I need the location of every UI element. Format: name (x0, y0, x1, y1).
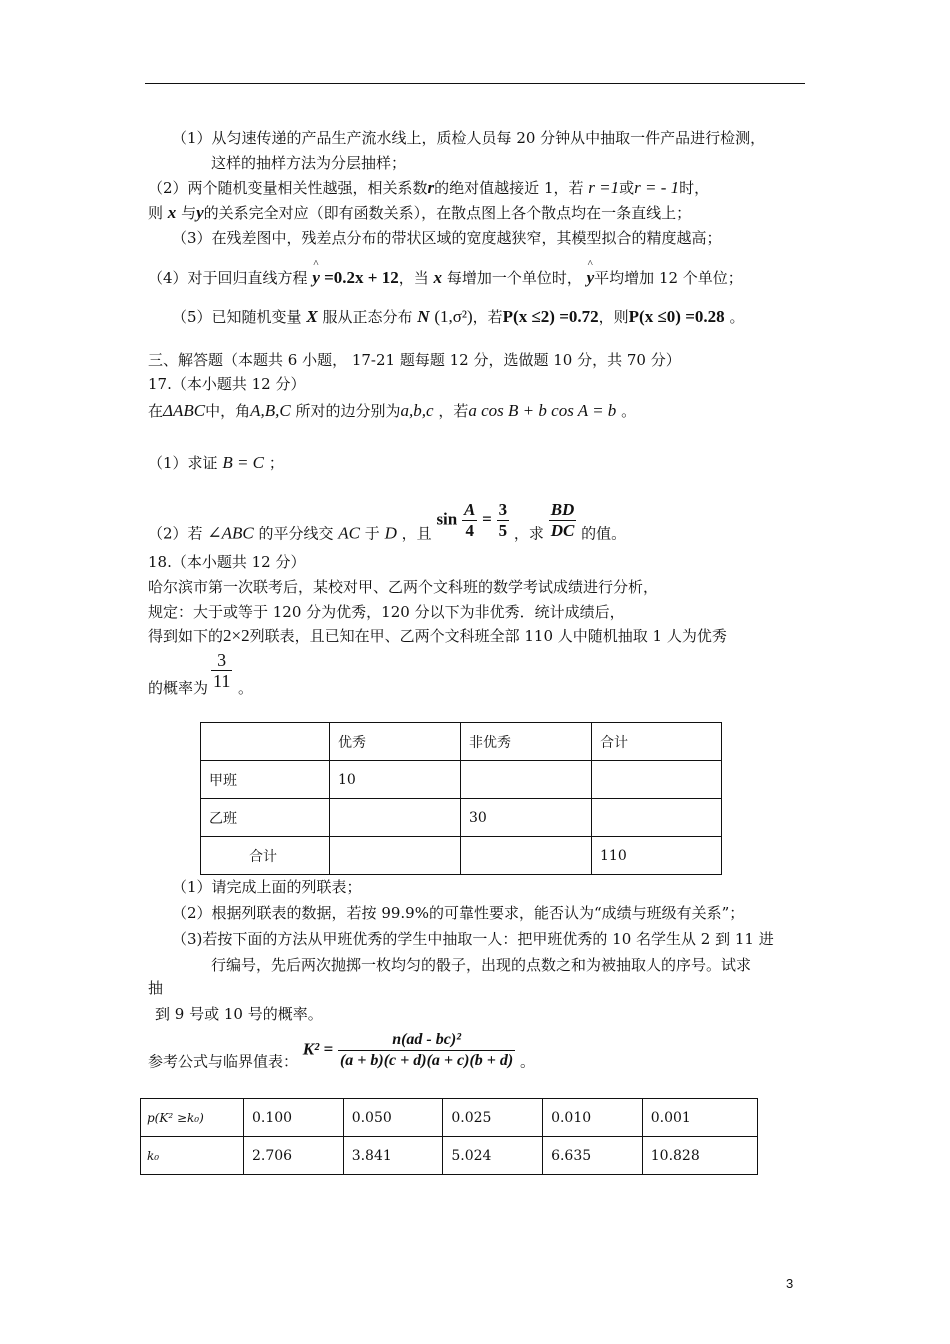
q18-part-3-line-4: 到 9 号或 10 号的概率。 (155, 1005, 323, 1023)
frac-numerator: 3 (211, 650, 232, 671)
table-cell: 3.841 (343, 1137, 443, 1175)
frac-denominator: DC (550, 521, 575, 540)
q17-part-2 (148, 500, 626, 544)
q17-p2-text-f: 的值。 (581, 524, 627, 543)
prob-condition: P(x ≤2) =0.72 (502, 307, 599, 326)
table-row (201, 799, 722, 837)
q17-part-1 (148, 453, 284, 473)
item-4-text-b: ，当 (398, 269, 429, 287)
q18-l4-end: 。 (238, 679, 254, 697)
item-5-end: 。 (729, 308, 745, 326)
table-cell (592, 761, 722, 799)
contingency-table (200, 722, 722, 875)
frac-numerator: 3 (498, 500, 508, 519)
q17-p1-text: （1）求证 (148, 454, 218, 472)
q17-p2-text-b: 的平分线交 (258, 524, 334, 543)
table-cell (201, 723, 330, 761)
table-cell: 0.050 (343, 1099, 443, 1137)
table-cell: 0.001 (642, 1099, 757, 1137)
table-cell: 优秀 (330, 723, 461, 761)
page-number: 3 (786, 1276, 794, 1291)
frac-denominator: 5 (498, 521, 508, 540)
table-cell: 0.010 (543, 1099, 643, 1137)
q18-l3-text-b: 列联表，且已知在甲、乙两个文科班全部 110 人中随机抽取 1 人为优秀 (249, 627, 727, 645)
reference-end: 。 (520, 1052, 536, 1071)
y-hat: ^ y (312, 268, 320, 288)
equals-sign: = (482, 509, 492, 529)
table-cell: k₀ (141, 1137, 244, 1175)
q18-part-3-line-1: （3)若按下面的方法从甲班优秀的学生中抽取一人：把甲班优秀的 10 名学生从 2 到 11 进 (172, 930, 774, 948)
table-cell: 乙班 (201, 799, 330, 837)
table-cell (330, 837, 461, 875)
fraction-a-over-4 (462, 500, 477, 541)
item-2-text-b: 的绝对值越接近 1，若 (434, 179, 584, 197)
section-heading: 三、解答题（本题共 6 小题， 17-21 题每题 12 分，选做题 10 分，共 70 分） (148, 351, 681, 369)
item-5-text-d: ，则 (598, 308, 629, 326)
angle-abc: ∠ABC (207, 523, 254, 543)
prob-result: P(x ≤0) =0.28 (628, 307, 725, 326)
segment-ac: AC (338, 523, 360, 543)
condition: a cos B + b cos A = b (468, 401, 617, 420)
q18-line-4 (148, 678, 253, 698)
fraction-bd-over-dc (549, 500, 577, 541)
table-cell: 甲班 (201, 761, 330, 799)
q17-text-a: 在 (148, 402, 164, 420)
item-5-text-c: ，若 (472, 308, 503, 326)
frac-numerator: n(ad - bc)² (338, 1030, 515, 1051)
table-size: 2×2 (223, 626, 250, 645)
item-1-line-2: 这样的抽样方法为分层抽样； (211, 154, 407, 172)
regression-equation: =0.2x + 12 (319, 268, 399, 287)
q17-text-d: ，若 (438, 402, 469, 420)
table-cell: 5.024 (443, 1137, 543, 1175)
y-symbol: y (196, 203, 204, 222)
item-2-line-1 (148, 178, 709, 198)
q17-p2-text-d: ，且 (401, 524, 432, 543)
item-2-text-c: 时， (679, 179, 710, 197)
item-4 (148, 268, 743, 288)
table-cell (330, 799, 461, 837)
table-row (141, 1137, 758, 1175)
item-2-text-a: （2）两个随机变量相关性越强，相关系数 (148, 179, 428, 197)
critical-value-table (140, 1098, 758, 1175)
item-5-text-a: （5）已知随机变量 (172, 308, 302, 326)
item-4-text-c: 每增加一个单位时， (446, 269, 582, 287)
sin-label: sin (436, 509, 458, 529)
point-d: D (384, 523, 397, 543)
r-symbol: r (427, 178, 435, 197)
b-equals-c: B = C (222, 453, 265, 472)
N-symbol: N (417, 307, 430, 326)
triangle: ΔABC (163, 401, 206, 420)
q17-statement (148, 401, 636, 421)
reference-label: 参考公式与临界值表： (148, 1052, 299, 1071)
q18-l4-text: 的概率为 (148, 679, 209, 697)
q18-l3-text-a: 得到如下的 (148, 627, 224, 645)
item-2-and: 与 (181, 204, 197, 222)
sides: a,b,c (400, 401, 434, 420)
angles: A,B,C (250, 401, 291, 420)
q17-p2-text-e: ，求 (513, 524, 544, 543)
item-5-text-b: 服从正态分布 (322, 308, 413, 326)
table-cell: 2.706 (244, 1137, 344, 1175)
table-cell (461, 761, 592, 799)
q17-text-e: 。 (621, 402, 637, 420)
item-4-text-a: （4）对于回归直线方程 (148, 269, 308, 287)
table-cell: 0.100 (244, 1099, 344, 1137)
q17-p1-end: ； (268, 454, 284, 472)
table-row (201, 723, 722, 761)
table-cell: 30 (461, 799, 592, 837)
header-rule (145, 83, 805, 84)
item-3: （3）在残差图中，残差点分布的带状区域的宽度越狭窄，其模型拟合的精度越高； (172, 229, 722, 247)
table-cell: 0.025 (443, 1099, 543, 1137)
normal-params: (1,σ²) (434, 307, 473, 326)
table-cell: 合计 (201, 837, 330, 875)
q18-part-3-line-3: 抽 (148, 979, 164, 997)
table-cell: 6.635 (543, 1137, 643, 1175)
table-cell: 110 (592, 837, 722, 875)
q17-text-c: 所对的边分别为 (295, 402, 401, 420)
table-row (201, 761, 722, 799)
item-2-or: 或 (619, 179, 635, 197)
item-2-line-2 (148, 203, 691, 223)
table-cell: 合计 (592, 723, 722, 761)
frac-numerator: A (464, 500, 476, 519)
item-4-text-d: 平均增加 12 个单位； (594, 269, 743, 287)
table-cell (461, 837, 592, 875)
q18-line-3 (148, 626, 727, 646)
r-equals-minus-1: r = - 1 (634, 178, 680, 197)
table-row (141, 1099, 758, 1137)
item-1-line-1: （1）从匀速传递的产品生产流水线上，质检人员每 20 分钟从中抽取一件产品进行检测， (172, 129, 766, 147)
item-2-then: 则 (148, 204, 164, 222)
fraction-3-over-5 (497, 500, 510, 541)
q18-line-2: 规定：大于或等于 120 分为优秀，120 分以下为非优秀．统计成绩后， (148, 603, 625, 621)
table-cell: 非优秀 (461, 723, 592, 761)
table-cell: p(K² ≥k₀) (141, 1099, 244, 1137)
k-squared-fraction (338, 1030, 515, 1071)
q18-part-3-line-2: 行编号，先后两次抛掷一枚均匀的骰子，出现的点数之和为被抽取人的序号。试求 (211, 956, 752, 974)
frac-denominator: 4 (465, 521, 474, 540)
q17-p2-text-a: （2）若 (148, 524, 203, 543)
q18-line-1: 哈尔滨市第一次联考后，某校对甲、乙两个文科班的数学考试成绩进行分析， (148, 578, 659, 596)
item-5 (172, 307, 744, 327)
X-symbol: X (306, 307, 318, 326)
table-cell (592, 799, 722, 837)
x-symbol: x (167, 203, 177, 222)
q17-text-b: 中，角 (205, 402, 251, 420)
q17-header: 17.（本小题共 12 分） (148, 375, 306, 393)
x-symbol: x (433, 268, 443, 287)
q18-part-1: （1）请完成上面的列联表； (172, 878, 362, 896)
q18-header: 18.（本小题共 12 分） (148, 553, 306, 571)
r-equals-1: r =1 (588, 178, 620, 197)
table-row (201, 837, 722, 875)
table-cell: 10 (330, 761, 461, 799)
y-hat: ^ y (587, 268, 595, 288)
q17-p2-text-c: 于 (364, 524, 380, 543)
table-cell: 10.828 (642, 1137, 757, 1175)
reference-formula (148, 1030, 535, 1078)
item-2-text-d: 的关系完全对应（即有函数关系），在散点图上各个散点均在一条直线上； (203, 204, 692, 222)
frac-denominator: 11 (213, 671, 231, 691)
k-squared: K² = (302, 1039, 334, 1059)
frac-numerator: BD (550, 500, 575, 519)
q18-part-2: （2）根据列联表的数据，若按 99.9%的可靠性要求，能否认为“成绩与班级有关系”； (172, 904, 745, 922)
frac-denominator: (a + b)(c + d)(a + c)(b + d) (339, 1052, 514, 1069)
